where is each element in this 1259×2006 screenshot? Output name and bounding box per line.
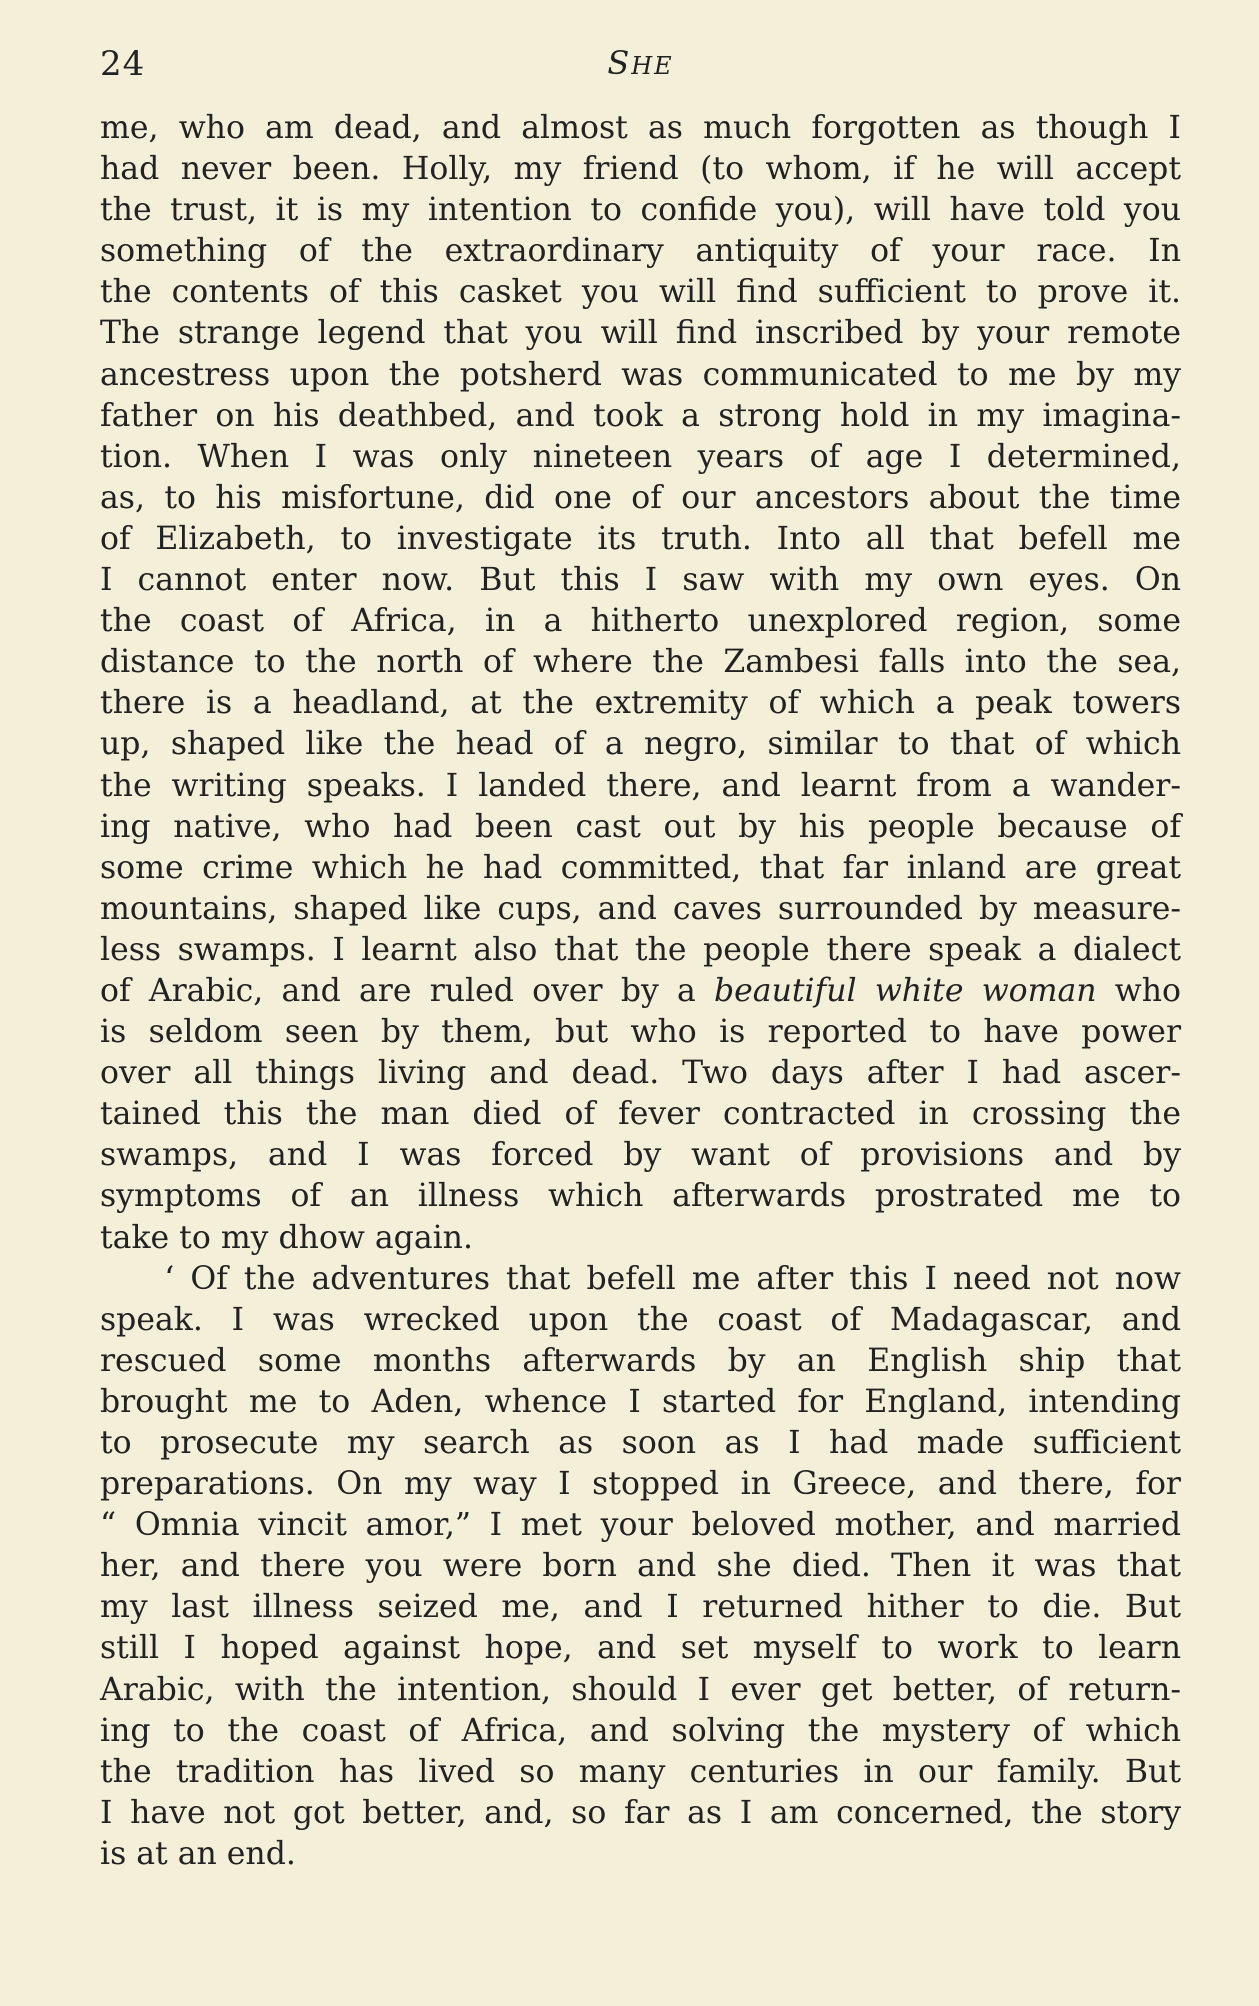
- text-line: ing native, who had been cast out by his people because of: [100, 808, 1181, 845]
- text-line: the contents of this casket you will find sufficient to prove it.: [100, 274, 1181, 311]
- text-line: “ Omnia vincit amor,” I met your beloved mother, and married: [100, 1507, 1181, 1544]
- text-line: me, who am dead, and almost as much forgotten as though I: [100, 110, 1181, 146]
- text-segment: of Arabic, and are ruled over by a: [100, 972, 714, 1009]
- text-line: my last illness seized me, and I returned hither to die. But: [100, 1589, 1181, 1626]
- body-text: [100, 108, 1181, 1875]
- text-line: over all things living and dead. Two days after I had ascer-: [100, 1055, 1181, 1092]
- text-line: tained this the man died of fever contracted in crossing the: [100, 1096, 1181, 1133]
- running-title: SHE: [607, 44, 674, 82]
- text-line: rescued some months afterwards by an English ship that: [100, 1342, 1181, 1379]
- text-line: speak. I was wrecked upon the coast of Madagascar, and: [100, 1301, 1181, 1338]
- text-line: I have not got better, and, so far as I am concerned, the story: [100, 1794, 1181, 1831]
- text-line: brought me to Aden, whence I started for England, intending: [100, 1383, 1181, 1420]
- text-line: her, and there you were born and she died. Then it was that: [100, 1548, 1181, 1585]
- text-line: some crime which he had committed, that far inland are great: [100, 849, 1181, 886]
- text-line: is seldom seen by them, but who is reported to have power: [100, 1014, 1181, 1051]
- text-line: there is a headland, at the extremity of which a peak towers: [100, 685, 1181, 722]
- emphasized-text: beautiful white woman: [714, 972, 1097, 1009]
- text-line: tion. When I was only nineteen years of age I determined,: [100, 438, 1181, 475]
- text-line: Arabic, with the intention, should I ever get better, of return-: [100, 1671, 1181, 1708]
- text-line: still I hoped against hope, and set myself to work to learn: [100, 1630, 1181, 1667]
- text-line: the writing speaks. I landed there, and learnt from a wander-: [100, 767, 1181, 804]
- text-line: take to my dhow again.: [100, 1219, 473, 1256]
- page-header: [100, 44, 1181, 92]
- text-line: is at an end.: [100, 1835, 296, 1872]
- text-line: ancestress upon the potsherd was communicated to me by my: [100, 356, 1181, 393]
- text-segment: who: [1096, 972, 1181, 1009]
- text-line: had never been. Holly, my friend (to whom, if he will accept: [100, 151, 1181, 188]
- text-line: swamps, and I was forced by want of provisions and by: [100, 1137, 1181, 1174]
- text-line: preparations. On my way I stopped in Greece, and there, for: [100, 1466, 1181, 1503]
- text-line: the trust, it is my intention to confide you), will have told you: [100, 192, 1181, 229]
- text-line: [100, 971, 1181, 1012]
- text-line: ‘ Of the adventures that befell me after this I need not now: [100, 1260, 1181, 1297]
- text-line: The strange legend that you will find inscribed by your remote: [100, 315, 1181, 352]
- text-line: symptoms of an illness which afterwards prostrated me to: [100, 1178, 1181, 1215]
- text-line: the tradition has lived so many centuries in our family. But: [100, 1753, 1181, 1790]
- text-line: to prosecute my search as soon as I had made sufficient: [100, 1425, 1181, 1461]
- text-line: ing to the coast of Africa, and solving the mystery of which: [100, 1712, 1181, 1749]
- text-line: less swamps. I learnt also that the people there speak a dialect: [100, 931, 1181, 968]
- text-line: mountains, shaped like cups, and caves surrounded by measure-: [100, 890, 1181, 927]
- text-line: of Elizabeth, to investigate its truth. Into all that befell me: [100, 520, 1181, 557]
- text-line: I cannot enter now. But this I saw with my own eyes. On: [100, 562, 1181, 599]
- text-line: father on his deathbed, and took a strong hold in my imagina-: [100, 397, 1181, 434]
- text-line: up, shaped like the head of a negro, similar to that of which: [100, 726, 1181, 763]
- text-line: distance to the north of where the Zambesi falls into the sea,: [100, 644, 1181, 681]
- text-line: the coast of Africa, in a hitherto unexplored region, some: [100, 603, 1181, 640]
- text-line: something of the extraordinary antiquity of your race. In: [100, 233, 1181, 270]
- text-line: as, to his misfortune, did one of our ancestors about the time: [100, 479, 1181, 516]
- page-number: 24: [100, 44, 146, 84]
